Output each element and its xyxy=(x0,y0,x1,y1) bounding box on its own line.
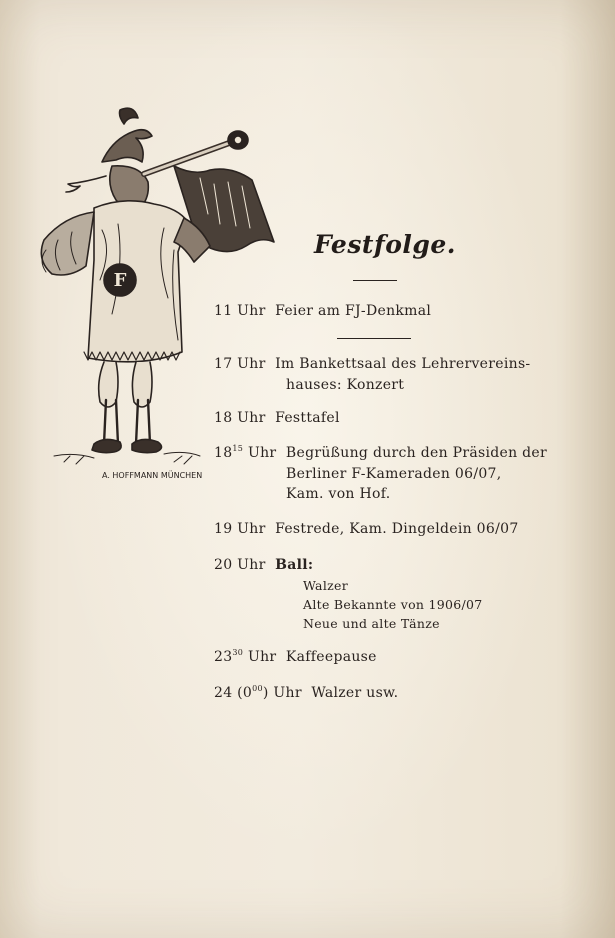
ball-subitem: Neue und alte Tänze xyxy=(303,615,440,631)
schedule-item xyxy=(214,683,398,704)
schedule-time: $23^{30}$ Uhr xyxy=(214,648,277,665)
schedule-text-continued: Berliner F-Kameraden 06/07, xyxy=(286,465,502,482)
schedule-text: Festtafel xyxy=(275,410,340,426)
schedule-item xyxy=(214,443,547,505)
schedule-time: 18 Uhr xyxy=(214,410,266,426)
schedule-time: $18^{15}$ Uhr xyxy=(214,444,277,461)
schedule-item xyxy=(214,354,530,395)
artist-signature: A. HOFFMANN MÜNCHEN xyxy=(102,471,203,480)
schedule-time: 24 $(0^{00})$ Uhr xyxy=(214,684,302,701)
schedule-text: Walzer usw. xyxy=(311,685,399,701)
schedule-time: 17 Uhr xyxy=(214,356,266,372)
schedule-item xyxy=(214,408,340,429)
schedule-text-continued: Kam. von Hof. xyxy=(286,486,391,502)
schedule-item xyxy=(214,647,377,668)
title-divider xyxy=(353,280,397,281)
schedule-text: Feier am FJ-Denkmal xyxy=(275,303,432,319)
herald-illustration xyxy=(24,100,289,490)
ball-subitem: Walzer xyxy=(303,577,348,593)
schedule-item xyxy=(214,555,483,633)
ball-subitem: Alte Bekannte von 1906/07 xyxy=(303,596,483,612)
schedule-time: 19 Uhr xyxy=(214,521,266,537)
schedule-item xyxy=(214,519,519,540)
schedule-text: Festrede, Kam. Dingeldein 06/07 xyxy=(275,521,519,537)
page-title: Festfolge. xyxy=(314,230,456,259)
schedule-text-continued: hauses: Konzert xyxy=(286,376,405,393)
schedule-text: Ball: xyxy=(275,557,314,573)
schedule-text: Im Bankettsaal des Lehrervereins- xyxy=(275,356,531,372)
schedule-text: Kaffeepause xyxy=(285,649,377,665)
schedule-time: 20 Uhr xyxy=(214,557,266,573)
section-divider xyxy=(337,338,411,339)
svg-text:F: F xyxy=(113,270,127,291)
schedule-text: Begrüßung durch den Präsiden der xyxy=(285,445,548,461)
schedule-item xyxy=(214,301,431,322)
schedule-time: 11 Uhr xyxy=(214,303,266,319)
